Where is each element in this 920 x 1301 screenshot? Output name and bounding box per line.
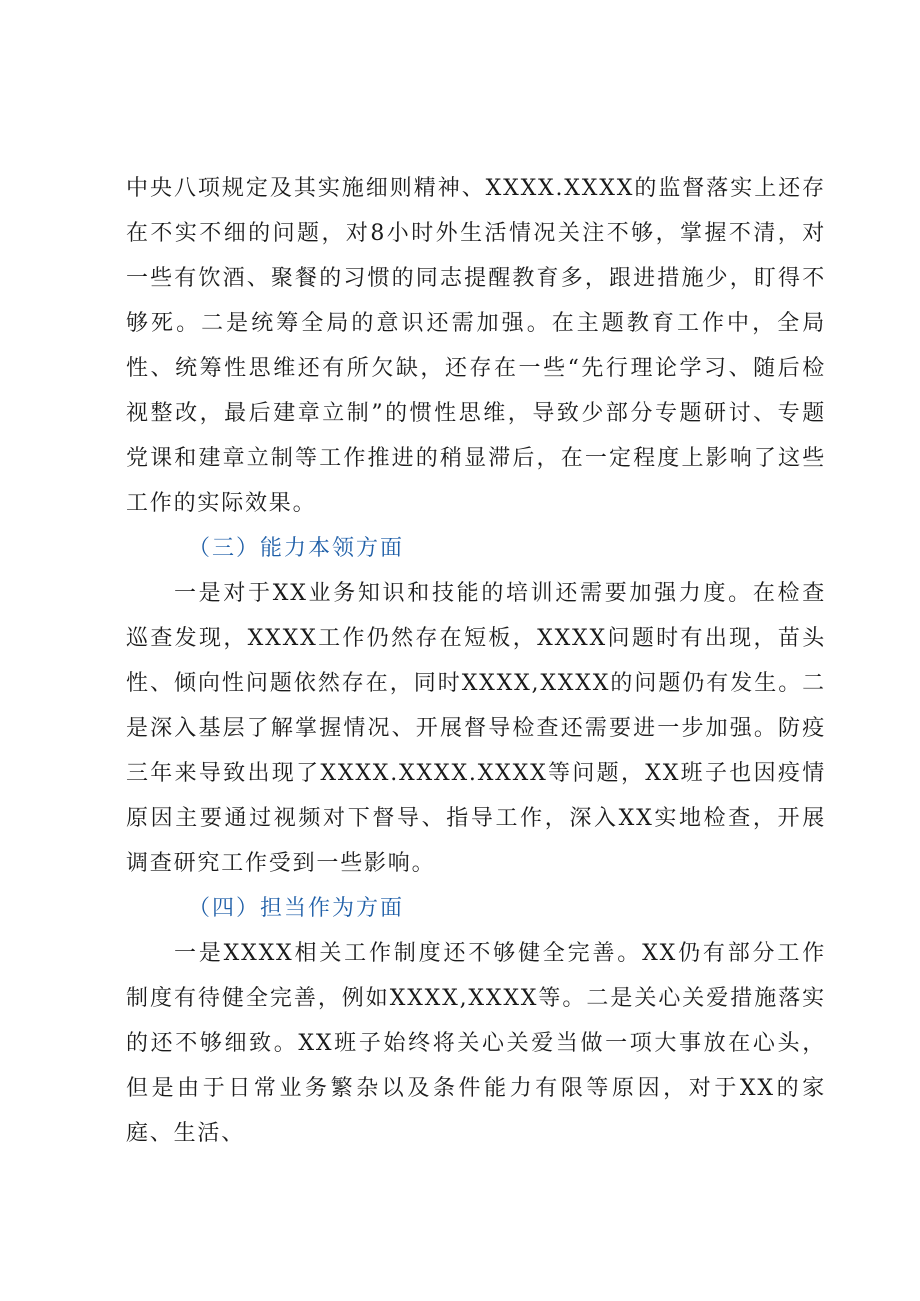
section-heading-ability: （三）能力本领方面	[188, 536, 405, 561]
body-paragraph: 一是对于XX业务知识和技能的培训还需要加强力度。在检查巡查发现，XXXX工作仍然存在短板，XXXX问题时有出现，苗头性、倾向性问题依然存在，同时XXXX,XXXX的问题仍有发生。二是深入基层了解掌握情况、开展督导检查还需要进一步加强。防疫三年来导致出现了XXXX.XXXX.XXXX等问题，XX班子也因疫情原因主要通过视频对下督导、指导工作，深入XX实地检查，开展调查研究工作受到一些影响。	[126, 581, 826, 876]
document-page	[126, 166, 826, 1156]
body-paragraph: 中央八项规定及其实施细则精神、XXXX.XXXX的监督落实上还存在不实不细的问题，对8小时外生活情况关注不够，掌握不清，对一些有饮酒、聚餐的习惯的同志提醒教育多，跟进措施少，盯得不够死。二是统筹全局的意识还需加强。在主题教育工作中，全局性、统筹性思维还有所欠缺，还存在一些“先行理论学习、随后检视整改，最后建章立制”的惯性思维，导致少部分专题研讨、专题党课和建章立制等工作推进的稍显滞后，在一定程度上影响了这些工作的实际效果。	[126, 176, 826, 516]
section-heading-responsibility: （四）担当作为方面	[188, 896, 405, 921]
body-paragraph: 一是XXXX相关工作制度还不够健全完善。XX仍有部分工作制度有待健全完善，例如XXXX,XXXX等。二是关心关爱措施落实的还不够细致。XX班子始终将关心关爱当做一项大事放在心头，但是由于日常业务繁杂以及条件能力有限等原因，对于XX的家庭、生活、	[126, 941, 826, 1146]
